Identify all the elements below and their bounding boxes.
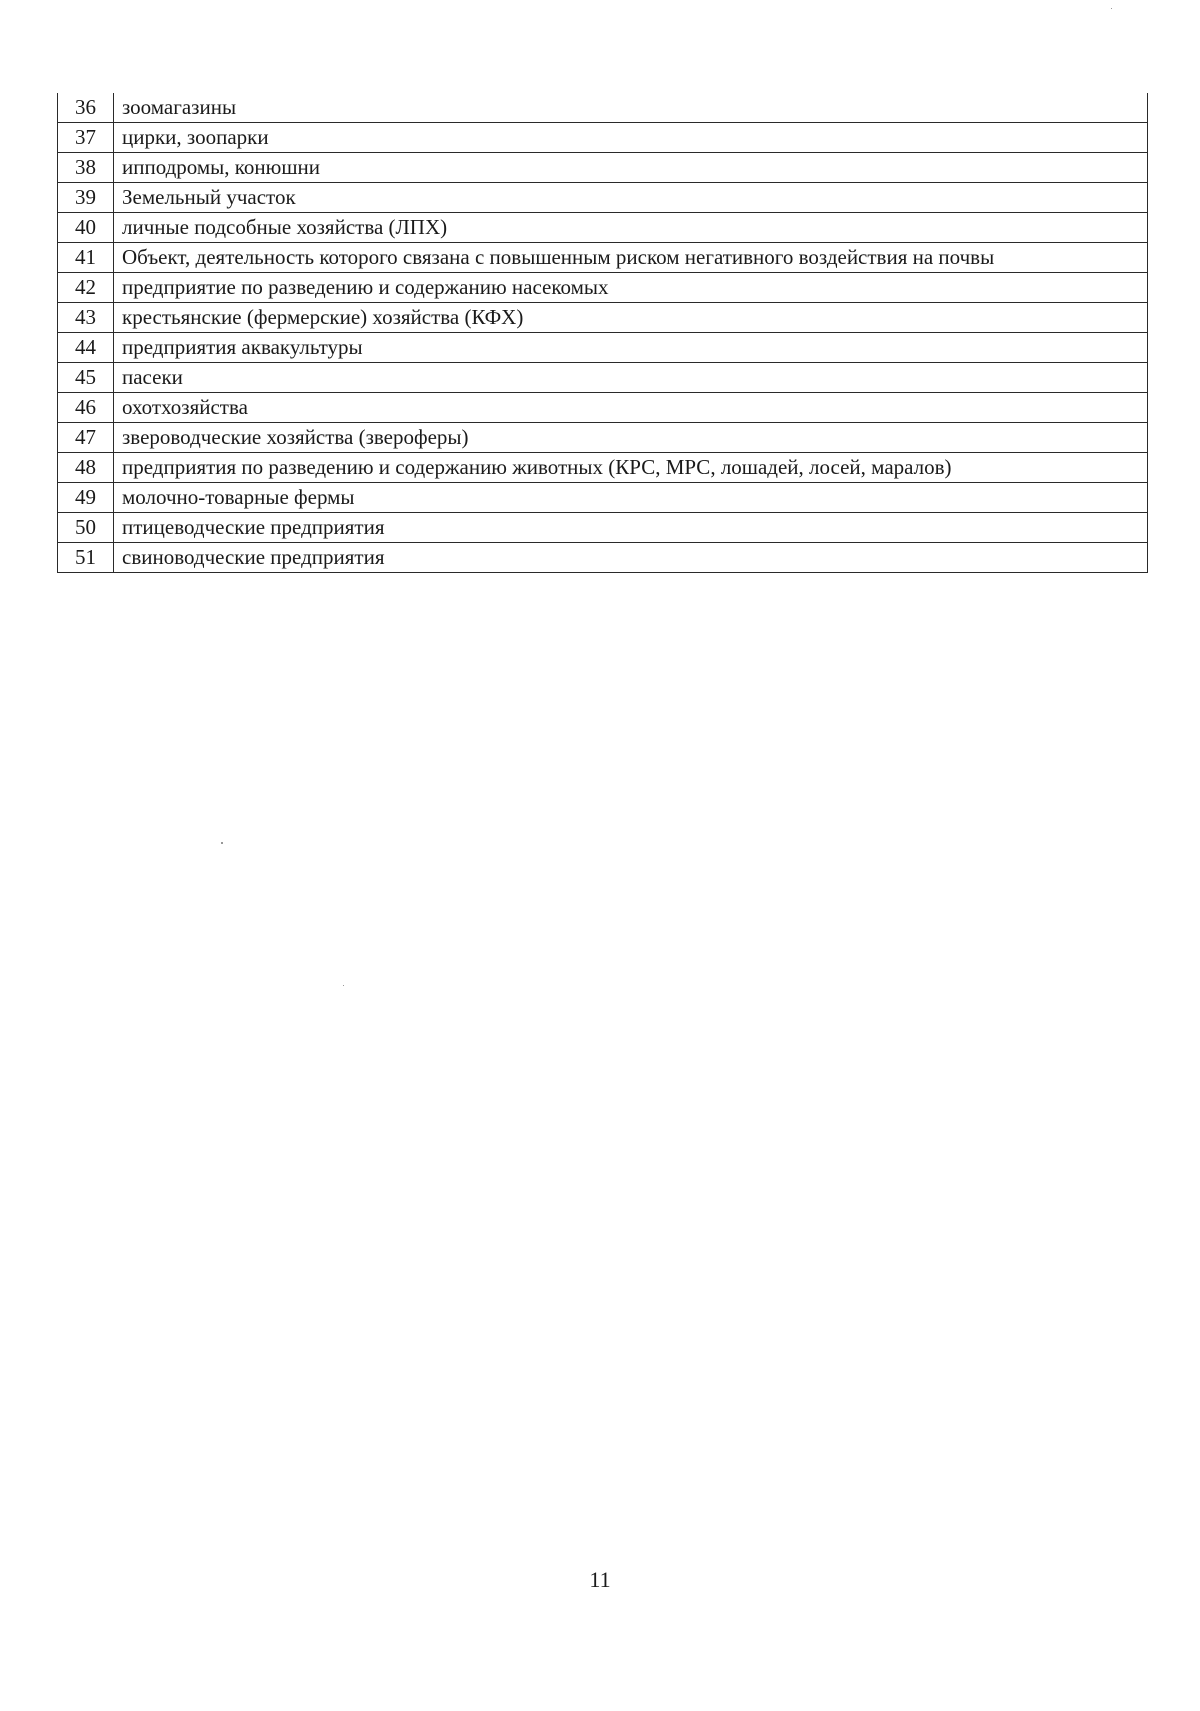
object-types-table xyxy=(57,93,1148,573)
row-text: свиноводческие предприятия xyxy=(114,543,1148,573)
row-text: личные подсобные хозяйства (ЛПХ) xyxy=(114,213,1148,243)
row-text: Земельный участок xyxy=(114,183,1148,213)
row-number: 47 xyxy=(58,423,114,453)
row-number: 40 xyxy=(58,213,114,243)
row-text: молочно-товарные фермы xyxy=(114,483,1148,513)
row-text: пасеки xyxy=(114,363,1148,393)
row-text: птицеводческие предприятия xyxy=(114,513,1148,543)
table-row xyxy=(58,423,1148,453)
row-number: 39 xyxy=(58,183,114,213)
table-row xyxy=(58,93,1148,123)
table-row xyxy=(58,393,1148,423)
table-row xyxy=(58,363,1148,393)
row-text: Объект, деятельность которого связана с повышенным риском негативного воздействия на почвы xyxy=(114,243,1148,273)
row-text: предприятия по разведению и содержанию животных (КРС, МРС, лошадей, лосей, маралов) xyxy=(114,453,1148,483)
scan-speck xyxy=(343,985,344,986)
scan-speck xyxy=(221,842,223,844)
row-number: 42 xyxy=(58,273,114,303)
row-number: 43 xyxy=(58,303,114,333)
row-number: 49 xyxy=(58,483,114,513)
table-row xyxy=(58,243,1148,273)
row-number: 36 xyxy=(58,93,114,123)
row-text: охотхозяйства xyxy=(114,393,1148,423)
table-row xyxy=(58,123,1148,153)
row-text: ипподромы, конюшни xyxy=(114,153,1148,183)
row-text: предприятия аквакультуры xyxy=(114,333,1148,363)
table-row xyxy=(58,183,1148,213)
table-row xyxy=(58,483,1148,513)
table-row xyxy=(58,303,1148,333)
table-row xyxy=(58,153,1148,183)
row-number: 41 xyxy=(58,243,114,273)
row-text: цирки, зоопарки xyxy=(114,123,1148,153)
row-text: зоомагазины xyxy=(114,93,1148,123)
row-number: 51 xyxy=(58,543,114,573)
row-text: звероводческие хозяйства (звероферы) xyxy=(114,423,1148,453)
row-number: 50 xyxy=(58,513,114,543)
table-row xyxy=(58,333,1148,363)
row-number: 44 xyxy=(58,333,114,363)
scan-speck xyxy=(1111,8,1112,9)
row-number: 45 xyxy=(58,363,114,393)
row-number: 48 xyxy=(58,453,114,483)
row-number: 37 xyxy=(58,123,114,153)
row-number: 46 xyxy=(58,393,114,423)
row-text: предприятие по разведению и содержанию насекомых xyxy=(114,273,1148,303)
table-row xyxy=(58,453,1148,483)
row-number: 38 xyxy=(58,153,114,183)
page-number: 11 xyxy=(589,1567,611,1592)
table-row xyxy=(58,513,1148,543)
table-row xyxy=(58,213,1148,243)
table-row xyxy=(58,543,1148,573)
row-text: крестьянские (фермерские) хозяйства (КФХ) xyxy=(114,303,1148,333)
table-row xyxy=(58,273,1148,303)
